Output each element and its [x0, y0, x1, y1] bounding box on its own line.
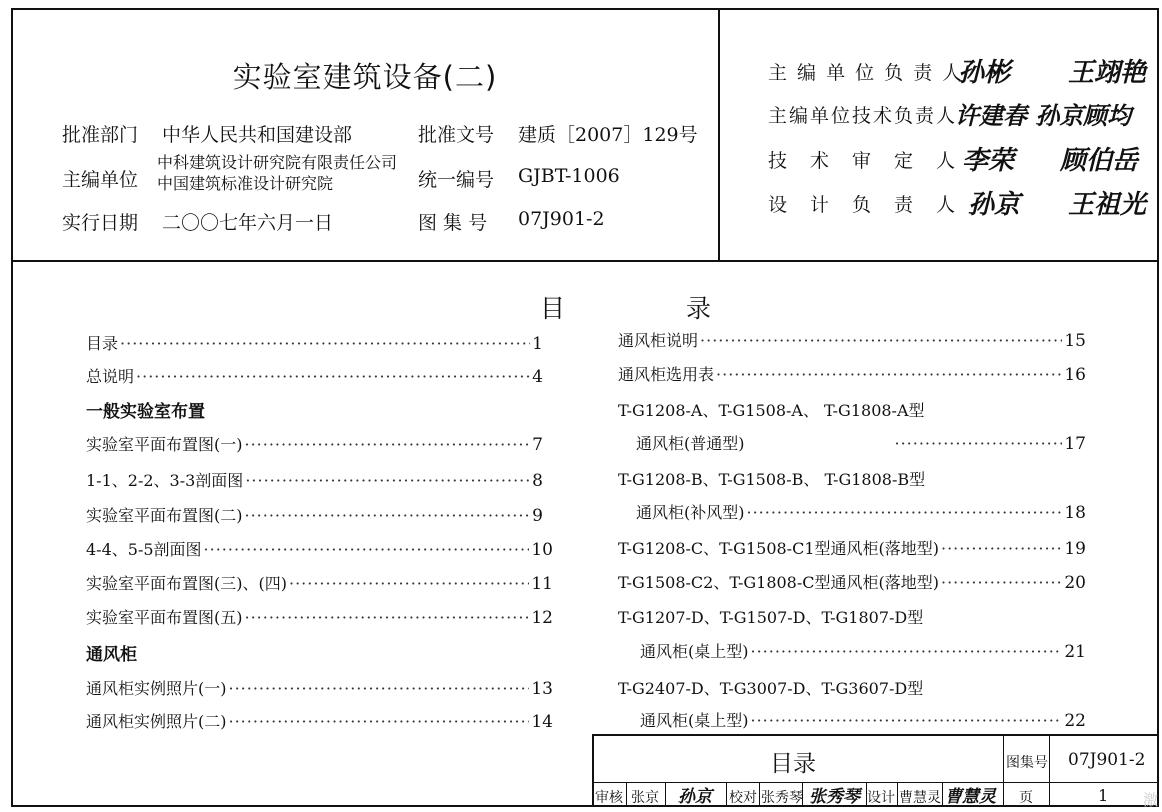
- toc-item-page: 15: [1064, 331, 1086, 351]
- toc-item-page: 9: [532, 506, 543, 526]
- chief-editor-signature-2: 王翊艳: [1068, 58, 1147, 88]
- toc-item: [86, 503, 543, 526]
- atlas-title: 实验室建筑设备(二): [232, 60, 498, 94]
- unified-no: GJBT-1006: [518, 165, 620, 187]
- toc-item-page: 12: [531, 608, 553, 628]
- title-block-left-border: [592, 734, 594, 807]
- design-lead-label: 设 计 负 责 人: [768, 194, 958, 216]
- toc-section-title: 通风柜: [86, 645, 137, 665]
- check-signature: 张秀琴: [809, 787, 860, 807]
- title-block-divider: [1049, 734, 1050, 807]
- review-name: 张京: [631, 790, 659, 806]
- design-lead-signature-1: 孙京: [968, 190, 1021, 220]
- toc-item-label: 通风柜说明: [618, 331, 699, 350]
- toc-section-title: 一般实验室布置: [86, 402, 205, 422]
- title-block-divider: [1003, 734, 1004, 807]
- toc-item-label: 通风柜(普通型): [636, 434, 745, 453]
- toc-item: [86, 468, 543, 491]
- editor-unit-2: 中国建筑标准设计研究院: [157, 174, 334, 193]
- toc-model-line: T-G1207-D、T-G1507-D、T-G1807-D型: [618, 608, 924, 627]
- atlas-no: 07J901-2: [518, 208, 605, 230]
- toc-item-label: 通风柜(补风型): [636, 503, 745, 522]
- editor-unit-1: 中科建筑设计研究院有限责任公司: [157, 153, 398, 172]
- toc-item: [640, 639, 1086, 662]
- title-block-divider: [626, 782, 627, 807]
- toc-leader: [716, 365, 1062, 384]
- toc-leader: [895, 434, 1063, 453]
- watermark: 激: [1142, 791, 1158, 809]
- page-label: 页: [1019, 790, 1033, 806]
- toc-item: [618, 362, 1086, 385]
- header-vertical-divider: [718, 8, 720, 261]
- title-block-divider: [665, 782, 666, 807]
- toc-model-line: T-G2407-D、T-G3007-D、T-G3607-D型: [618, 679, 924, 698]
- toc-item: [86, 364, 543, 387]
- toc-item-label: 目录: [86, 334, 119, 353]
- toc-item-label: T-G1508-C2、T-G1808-C型通风柜(落地型): [618, 573, 939, 592]
- toc-leader: [245, 471, 530, 490]
- design-signature: 曹慧灵: [945, 787, 996, 807]
- toc-item-page: 8: [532, 471, 543, 491]
- toc-leader: [289, 574, 529, 593]
- tech-review-signature-2: 顾伯岳: [1060, 146, 1139, 176]
- toc-item: [636, 431, 1086, 454]
- toc-leader: [700, 331, 1062, 350]
- toc-leader: [245, 608, 530, 627]
- title-block-top-border: [592, 734, 1159, 736]
- toc-item-label: 通风柜(桌上型): [640, 642, 749, 661]
- title-block-title: 目录: [770, 751, 816, 777]
- review-signature: 孙京: [678, 787, 712, 807]
- toc-leader: [229, 712, 530, 731]
- approval-doc-label: 批准文号: [418, 124, 495, 146]
- approval-doc: 建质［2007］129号: [518, 124, 698, 146]
- approval-dept: 中华人民共和国建设部: [162, 124, 353, 146]
- toc-item-label: 实验室平面布置图(五): [86, 608, 243, 627]
- toc-item-page: 7: [532, 435, 543, 455]
- page-value: 1: [1098, 786, 1109, 805]
- review-label: 审核: [595, 790, 623, 806]
- check-label: 校对: [729, 790, 757, 806]
- toc-item: [86, 537, 553, 560]
- toc-item-label: T-G1208-C、T-G1508-C1型通风柜(落地型): [618, 539, 939, 558]
- design-label: 设计: [867, 790, 895, 806]
- design-name: 曹慧灵: [899, 790, 941, 806]
- tech-review-signature-1: 李荣: [962, 146, 1015, 176]
- toc-item-label: 1-1、2-2、3-3剖面图: [86, 471, 244, 490]
- title-block-divider: [942, 782, 943, 807]
- unified-no-label: 统一编号: [418, 169, 495, 191]
- toc-item-page: 20: [1064, 573, 1086, 593]
- toc-item-page: 22: [1064, 711, 1086, 731]
- tech-chief-signature-1: 许建春 孙京: [955, 101, 1084, 130]
- toc-item: [86, 605, 553, 628]
- toc-item-page: 10: [531, 540, 553, 560]
- toc-model-line: T-G1208-A、T-G1508-A、 T-G1808-A型: [618, 401, 925, 420]
- toc-leader: [941, 573, 1062, 592]
- toc-item-page: 4: [532, 367, 543, 387]
- toc-item-label: 通风柜选用表: [618, 365, 715, 384]
- title-block-divider: [897, 782, 898, 807]
- toc-item-page: 17: [1064, 434, 1086, 454]
- toc-item-page: 1: [532, 334, 543, 354]
- toc-item-label: 实验室平面布置图(三)、(四): [86, 574, 287, 593]
- tech-review-label: 技 术 审 定 人: [768, 150, 958, 172]
- toc-leader: [245, 506, 531, 525]
- toc-item-label: 通风柜实例照片(二): [86, 712, 227, 731]
- toc-item-label: 实验室平面布置图(一): [86, 435, 243, 454]
- approval-dept-label: 批准部门: [62, 124, 139, 146]
- toc-item-label: 通风柜实例照片(一): [86, 679, 227, 698]
- tech-chief-signature-2: 顾均: [1083, 101, 1131, 130]
- effective-date: 二〇〇七年六月一日: [162, 212, 334, 234]
- toc-leader: [120, 334, 530, 353]
- toc-item-label: 4-4、5-5剖面图: [86, 540, 202, 559]
- toc-leader: [941, 539, 1062, 558]
- toc-item-label: 总说明: [86, 367, 135, 386]
- toc-item: [86, 709, 553, 732]
- chief-editor-label: 主 编 单 位 负 责 人: [768, 62, 964, 84]
- atlas-no-label: 图 集 号: [418, 212, 488, 234]
- atlas-number-label: 图集号: [1006, 755, 1048, 771]
- toc-item-page: 13: [531, 679, 553, 699]
- title-block-divider: [759, 782, 760, 807]
- toc-item-page: 11: [531, 574, 553, 594]
- toc-leader: [204, 540, 530, 559]
- toc-item: [636, 500, 1086, 523]
- toc-item: [86, 571, 553, 594]
- toc-leader: [751, 711, 1063, 730]
- toc-item-page: 14: [531, 712, 553, 732]
- tech-chief-label: 主编单位技术负责人: [768, 105, 958, 127]
- toc-item-page: 21: [1064, 642, 1086, 662]
- effective-date-label: 实行日期: [62, 212, 139, 234]
- toc-item: [86, 432, 543, 455]
- editor-unit-label: 主编单位: [62, 169, 139, 191]
- toc-model-line: T-G1208-B、T-G1508-B、 T-G1808-B型: [618, 470, 926, 489]
- toc-item: [86, 676, 553, 699]
- toc-leader: [136, 367, 530, 386]
- toc-heading: 目 录: [540, 294, 760, 323]
- toc-item: [618, 570, 1086, 593]
- toc-item-page: 19: [1064, 539, 1086, 559]
- design-lead-signature-2: 王祖光: [1068, 190, 1147, 220]
- header-divider: [11, 260, 1159, 262]
- toc-item-page: 18: [1064, 503, 1086, 523]
- toc-item-label: 实验室平面布置图(二): [86, 506, 243, 525]
- toc-item-page: 16: [1064, 365, 1086, 385]
- atlas-number-value: 07J901-2: [1068, 750, 1146, 770]
- toc-item: [618, 536, 1086, 559]
- toc-leader: [751, 642, 1063, 661]
- toc-leader: [747, 503, 1063, 522]
- title-block-divider: [726, 782, 727, 807]
- check-name: 张秀琴: [761, 790, 803, 806]
- toc-leader: [245, 435, 531, 454]
- toc-item: [86, 331, 543, 354]
- toc-item-label: 通风柜(桌上型): [640, 711, 749, 730]
- toc-leader: [229, 679, 530, 698]
- chief-editor-signature-1: 孙彬: [958, 58, 1011, 88]
- toc-item: [618, 328, 1086, 351]
- toc-item: [640, 708, 1086, 731]
